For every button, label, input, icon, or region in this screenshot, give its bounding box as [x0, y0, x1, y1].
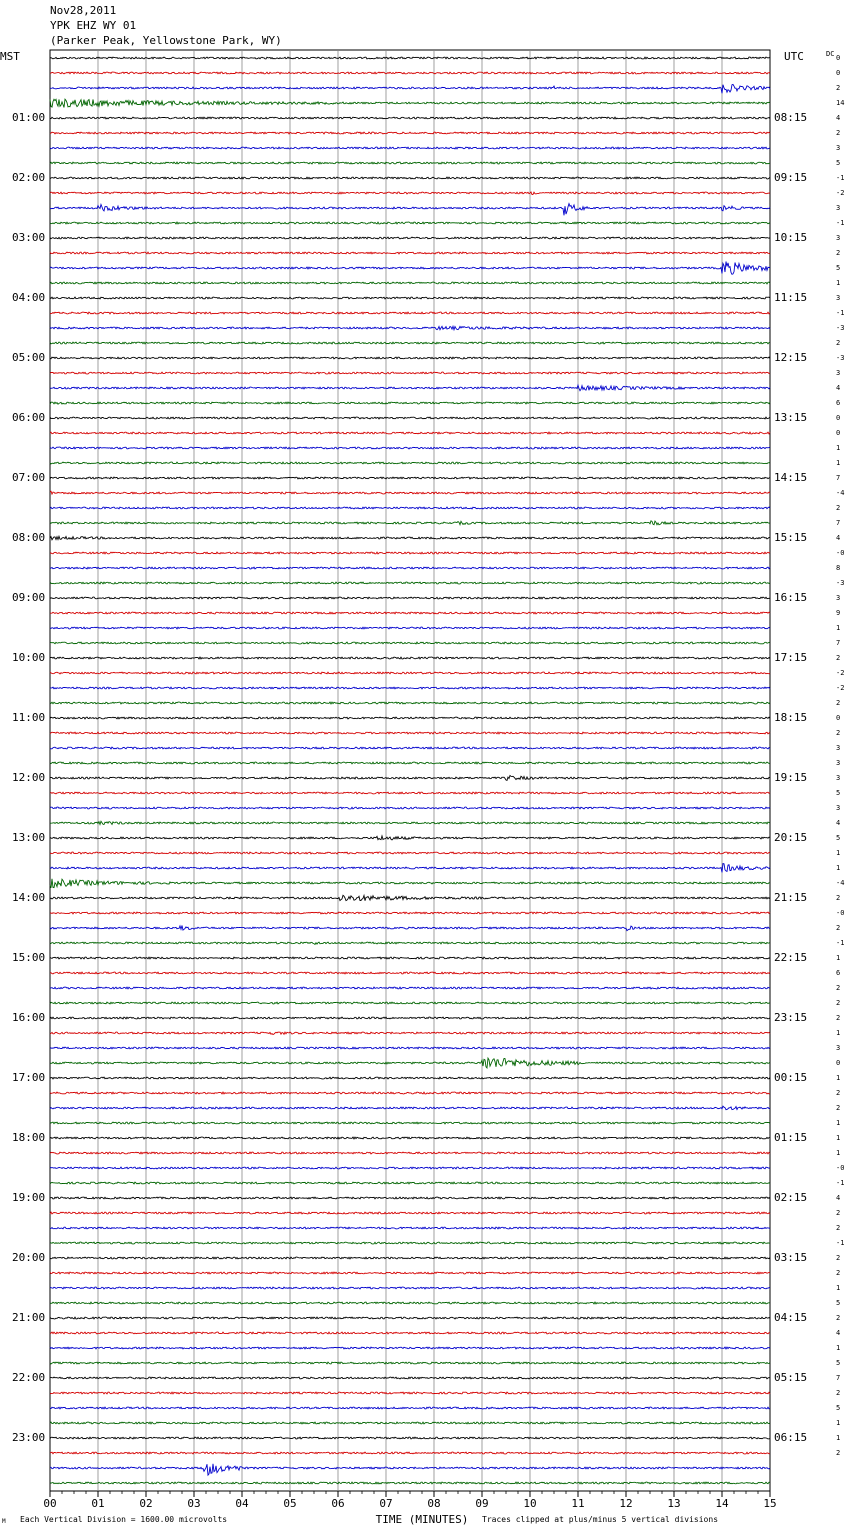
left-hour-label: 15:00	[12, 951, 46, 964]
trace-line	[50, 1347, 770, 1349]
trace-line	[50, 1272, 770, 1274]
trace-line	[50, 507, 770, 509]
x-tick-label: 12	[619, 1497, 633, 1510]
trace-line	[50, 926, 770, 931]
x-tick-label: 06	[331, 1497, 345, 1510]
trace-line	[50, 612, 770, 614]
trace-line	[50, 1077, 770, 1079]
dc-offset-label: 2	[836, 1449, 841, 1457]
left-hour-label: 18:00	[12, 1131, 46, 1144]
right-hour-label: 10:15	[774, 231, 808, 244]
dc-offset-label: -3	[836, 354, 845, 362]
dc-offset-label: 2	[836, 1254, 841, 1262]
dc-offset-label: 5	[836, 1359, 841, 1367]
dc-offset-label: 2	[836, 1389, 841, 1397]
trace-line	[50, 879, 770, 888]
trace-line	[50, 687, 770, 689]
dc-offset-label: 1	[836, 1344, 841, 1352]
right-hour-label: 19:15	[774, 771, 808, 784]
trace-line	[50, 1032, 770, 1035]
trace-line	[50, 1017, 770, 1019]
dc-offset-label: 1	[836, 1029, 841, 1037]
trace-line	[50, 132, 770, 134]
dc-offset-label: 3	[836, 234, 841, 242]
trace-line	[50, 836, 770, 840]
dc-offset-label: 2	[836, 924, 841, 932]
dc-offset-label: 5	[836, 264, 841, 272]
right-hour-label: 14:15	[774, 471, 808, 484]
dc-offset-label: -1	[836, 1179, 845, 1187]
trace-line	[50, 1362, 770, 1364]
trace-line	[50, 762, 770, 764]
dc-offset-label: 5	[836, 159, 841, 167]
dc-offset-label: 3	[836, 774, 841, 782]
dc-offset-label: 3	[836, 144, 841, 152]
trace-line	[50, 477, 770, 479]
trace-line	[50, 1242, 770, 1244]
x-tick-label: 04	[235, 1497, 249, 1510]
left-hour-label: 09:00	[12, 591, 46, 604]
dc-offset-label: 3	[836, 759, 841, 767]
trace-line	[50, 821, 770, 824]
left-hour-label: 03:00	[12, 231, 46, 244]
trace-line	[50, 1437, 770, 1439]
dc-offset-label: 3	[836, 294, 841, 302]
dc-offset-label: -4	[836, 489, 845, 497]
dc-offset-label: 7	[836, 639, 841, 647]
right-hour-label: 23:15	[774, 1011, 808, 1024]
time-axis	[43, 1491, 776, 1510]
left-hour-label: 21:00	[12, 1311, 46, 1324]
dc-offset-label: 1	[836, 1284, 841, 1292]
plot-frame	[50, 50, 770, 1491]
right-hour-label: 05:15	[774, 1371, 808, 1384]
dc-offset-label: 0	[836, 414, 841, 422]
dc-offset-label: 3	[836, 804, 841, 812]
dc-offset-label: 3	[836, 744, 841, 752]
trace-line	[50, 1287, 770, 1289]
dc-offset-label: 2	[836, 1269, 841, 1277]
trace-line	[50, 297, 770, 299]
dc-offset-label: 2	[836, 1089, 841, 1097]
x-tick-label: 13	[667, 1497, 681, 1510]
trace-line	[50, 402, 770, 404]
dc-offset-label: 5	[836, 834, 841, 842]
clip-note: Traces clipped at plus/minus 5 vertical divisions	[482, 1515, 719, 1524]
dc-offset-label: 1	[836, 1074, 841, 1082]
dc-offset-label: 5	[836, 789, 841, 797]
corner-mark: M	[2, 1518, 6, 1525]
dc-offset-label: 4	[836, 534, 841, 542]
trace-line	[50, 72, 770, 74]
trace-line	[50, 852, 770, 854]
dc-offset-label: -1	[836, 219, 845, 227]
trace-line	[50, 732, 770, 734]
dc-offset-label: 2	[836, 654, 841, 662]
dc-offset-label: 7	[836, 1374, 841, 1382]
dc-offset-label: 1	[836, 459, 841, 467]
left-hour-label: 14:00	[12, 891, 46, 904]
dc-offset-label: 2	[836, 1314, 841, 1322]
left-hour-label: 10:00	[12, 651, 46, 664]
trace-line	[50, 1002, 770, 1004]
right-hour-label: 18:15	[774, 711, 808, 724]
right-timezone-label: UTC	[784, 50, 804, 63]
trace-line	[50, 491, 770, 494]
left-hour-label: 07:00	[12, 471, 46, 484]
trace-line	[50, 567, 770, 569]
trace-line	[50, 672, 770, 674]
trace-line	[50, 1482, 770, 1484]
trace-line	[50, 627, 770, 629]
trace-line	[50, 84, 770, 93]
dc-offset-label: -2	[836, 669, 845, 677]
trace-line	[50, 1392, 770, 1394]
dc-offset-label: 0	[836, 54, 841, 62]
dc-offset-label: -3	[836, 324, 845, 332]
trace-line	[50, 372, 770, 374]
dc-offset-label: 14	[836, 99, 845, 107]
dc-offset-label: 9	[836, 609, 841, 617]
left-hour-label: 02:00	[12, 171, 46, 184]
dc-offset-label: -1	[836, 174, 845, 182]
x-tick-label: 00	[43, 1497, 57, 1510]
trace-line	[50, 447, 770, 449]
left-hour-label: 12:00	[12, 771, 46, 784]
right-hour-label: 02:15	[774, 1191, 808, 1204]
dc-offset-label: 3	[836, 204, 841, 212]
left-hour-label: 16:00	[12, 1011, 46, 1024]
trace-line	[50, 747, 770, 749]
dc-offset-label: 7	[836, 474, 841, 482]
trace-line	[50, 147, 770, 149]
x-axis-label: TIME (MINUTES)	[375, 1513, 469, 1526]
trace-line	[50, 1092, 770, 1094]
left-hour-label: 01:00	[12, 111, 46, 124]
dc-offset-label: -0	[836, 1164, 845, 1172]
dc-offset-label: -1	[836, 939, 845, 947]
dc-offset-label: 2	[836, 84, 841, 92]
left-hour-label: 13:00	[12, 831, 46, 844]
trace-line	[50, 312, 770, 314]
header-date: Nov28,2011	[50, 4, 117, 17]
scale-note: Each Vertical Division = 1600.00 microvolts	[20, 1515, 228, 1524]
dc-offset-label: 1	[836, 954, 841, 962]
trace-line	[50, 642, 770, 644]
trace-line	[50, 342, 770, 344]
dc-offset-label: 2	[836, 504, 841, 512]
dc-offset-label: 2	[836, 729, 841, 737]
trace-line	[50, 99, 770, 107]
trace-line	[50, 717, 770, 719]
trace-line	[50, 177, 770, 179]
trace-line	[50, 657, 770, 659]
dc-offset-label: 2	[836, 1224, 841, 1232]
dc-offset-label: -0	[836, 909, 845, 917]
x-tick-label: 14	[715, 1497, 729, 1510]
dc-offset-label: 4	[836, 1329, 841, 1337]
right-hour-label: 01:15	[774, 1131, 808, 1144]
dc-offset-label: 5	[836, 1299, 841, 1307]
trace-line	[50, 1227, 770, 1229]
trace-line	[50, 987, 770, 989]
dc-offset-label: 2	[836, 1104, 841, 1112]
trace-line	[50, 1122, 770, 1124]
right-hour-label: 09:15	[774, 171, 808, 184]
trace-line	[50, 1317, 770, 1319]
trace-line	[50, 1332, 770, 1334]
dc-offset-label: -2	[836, 684, 845, 692]
x-tick-label: 09	[475, 1497, 489, 1510]
dc-offset-label: 0	[836, 69, 841, 77]
trace-line	[50, 1058, 770, 1068]
trace-line	[50, 972, 770, 974]
right-hour-label: 16:15	[774, 591, 808, 604]
x-tick-label: 02	[139, 1497, 153, 1510]
trace-line	[50, 895, 770, 900]
trace-line	[50, 357, 770, 359]
trace-line	[50, 807, 770, 809]
dc-offset-label: 1	[836, 1119, 841, 1127]
trace-line	[50, 1106, 770, 1110]
right-hour-label: 22:15	[774, 951, 808, 964]
right-hour-label: 06:15	[774, 1431, 808, 1444]
trace-line	[50, 432, 770, 434]
dc-offset-label: 2	[836, 699, 841, 707]
dc-offset-label: 1	[836, 1149, 841, 1157]
trace-line	[50, 1464, 770, 1475]
trace-line	[50, 192, 770, 195]
trace-line	[50, 942, 770, 944]
trace-line	[50, 1257, 770, 1259]
dc-offset-label: 0	[836, 714, 841, 722]
left-hour-label: 20:00	[12, 1251, 46, 1264]
dc-offset-label: 1	[836, 279, 841, 287]
dc-offset-label: 2	[836, 984, 841, 992]
dc-offset-label: -3	[836, 579, 845, 587]
left-timezone-label: MST	[0, 50, 20, 63]
dc-offset-label: 1	[836, 1419, 841, 1427]
dc-offset-label: -2	[836, 189, 845, 197]
dc-offset-label: 2	[836, 1014, 841, 1022]
trace-line	[50, 57, 770, 59]
trace-line	[50, 1167, 770, 1169]
trace-line	[50, 552, 770, 554]
dc-offset-label: 1	[836, 444, 841, 452]
trace-line	[50, 1377, 770, 1379]
right-hour-label: 12:15	[774, 351, 808, 364]
dc-offset-label: 3	[836, 1044, 841, 1052]
right-hour-label: 17:15	[774, 651, 808, 664]
trace-line	[50, 792, 770, 794]
right-hour-label: 08:15	[774, 111, 808, 124]
dc-offset-label: 0	[836, 1059, 841, 1067]
trace-line	[50, 521, 770, 525]
trace-line	[50, 957, 770, 959]
x-tick-label: 05	[283, 1497, 297, 1510]
dc-offset-label: -0	[836, 549, 845, 557]
dc-offset-label: 3	[836, 369, 841, 377]
left-hour-label: 11:00	[12, 711, 46, 724]
dc-offset-label: 1	[836, 849, 841, 857]
trace-line	[50, 1422, 770, 1424]
dc-offset-label: 6	[836, 969, 841, 977]
trace-line	[50, 1452, 770, 1454]
trace-line	[50, 237, 770, 239]
x-tick-label: 03	[187, 1497, 201, 1510]
dc-offset-label: -4	[836, 879, 845, 887]
left-hour-label: 19:00	[12, 1191, 46, 1204]
trace-line	[50, 417, 770, 419]
header-location: (Parker Peak, Yellowstone Park, WY)	[50, 34, 282, 47]
left-hour-label: 06:00	[12, 411, 46, 424]
right-hour-label: 00:15	[774, 1071, 808, 1084]
trace-line	[50, 222, 770, 224]
right-hour-label: 21:15	[774, 891, 808, 904]
trace-line	[50, 462, 770, 464]
header-station: YPK EHZ WY 01	[50, 19, 137, 32]
dc-offset-label: -1	[836, 309, 845, 317]
dc-offset-label: 4	[836, 114, 841, 122]
x-tick-label: 07	[379, 1497, 393, 1510]
dc-offset-header: DC	[826, 50, 835, 58]
right-hour-label: 15:15	[774, 531, 808, 544]
dc-offset-label: 0	[836, 429, 841, 437]
trace-line	[50, 536, 770, 540]
trace-line	[50, 1197, 770, 1199]
right-hour-label: 03:15	[774, 1251, 808, 1264]
dc-offset-label: 2	[836, 129, 841, 137]
dc-offset-label: 1	[836, 1434, 841, 1442]
right-hour-label: 20:15	[774, 831, 808, 844]
trace-line	[50, 1182, 770, 1184]
trace-line	[50, 1212, 770, 1214]
dc-offset-label: 2	[836, 894, 841, 902]
dc-offset-label: 1	[836, 864, 841, 872]
dc-offset-label: 2	[836, 1209, 841, 1217]
dc-offset-label: 5	[836, 1404, 841, 1412]
left-hour-label: 08:00	[12, 531, 46, 544]
trace-line	[50, 1407, 770, 1409]
minute-gridlines	[50, 50, 770, 1491]
trace-line	[50, 262, 770, 275]
trace-line	[50, 1047, 770, 1049]
trace-line	[50, 385, 770, 391]
x-tick-label: 10	[523, 1497, 537, 1510]
right-hour-label: 13:15	[774, 411, 808, 424]
x-tick-label: 11	[571, 1497, 585, 1510]
x-tick-label: 08	[427, 1497, 441, 1510]
dc-offset-label: 4	[836, 384, 841, 392]
left-hour-label: 22:00	[12, 1371, 46, 1384]
trace-line	[50, 1137, 770, 1139]
dc-offset-label: 2	[836, 249, 841, 257]
trace-line	[50, 117, 770, 119]
x-tick-label: 01	[91, 1497, 105, 1510]
right-hour-label: 11:15	[774, 291, 808, 304]
trace-line	[50, 162, 770, 164]
dc-offset-label: 1	[836, 1134, 841, 1142]
left-hour-label: 23:00	[12, 1431, 46, 1444]
right-hour-label: 04:15	[774, 1311, 808, 1324]
dc-offset-label: 2	[836, 339, 841, 347]
trace-group	[50, 57, 770, 1484]
dc-offset-label: 8	[836, 564, 841, 572]
trace-line	[50, 702, 770, 704]
dc-offset-label: 4	[836, 1194, 841, 1202]
trace-line	[50, 597, 770, 599]
left-hour-label: 04:00	[12, 291, 46, 304]
trace-line	[50, 1302, 770, 1304]
trace-line	[50, 326, 770, 329]
dc-offset-label: 7	[836, 519, 841, 527]
trace-line	[50, 912, 770, 914]
trace-line	[50, 582, 770, 584]
trace-line	[50, 776, 770, 781]
dc-offset-label: 3	[836, 594, 841, 602]
trace-line	[50, 864, 770, 873]
dc-offset-label: 1	[836, 624, 841, 632]
trace-line	[50, 204, 770, 216]
left-hour-label: 17:00	[12, 1071, 46, 1084]
trace-line	[50, 252, 770, 254]
trace-line	[50, 1152, 770, 1154]
x-tick-label: 15	[763, 1497, 777, 1510]
dc-offset-label: 2	[836, 999, 841, 1007]
dc-offset-label: -1	[836, 1239, 845, 1247]
dc-offset-label: 4	[836, 819, 841, 827]
dc-offset-label: 6	[836, 399, 841, 407]
trace-line	[50, 282, 770, 284]
left-hour-label: 05:00	[12, 351, 46, 364]
